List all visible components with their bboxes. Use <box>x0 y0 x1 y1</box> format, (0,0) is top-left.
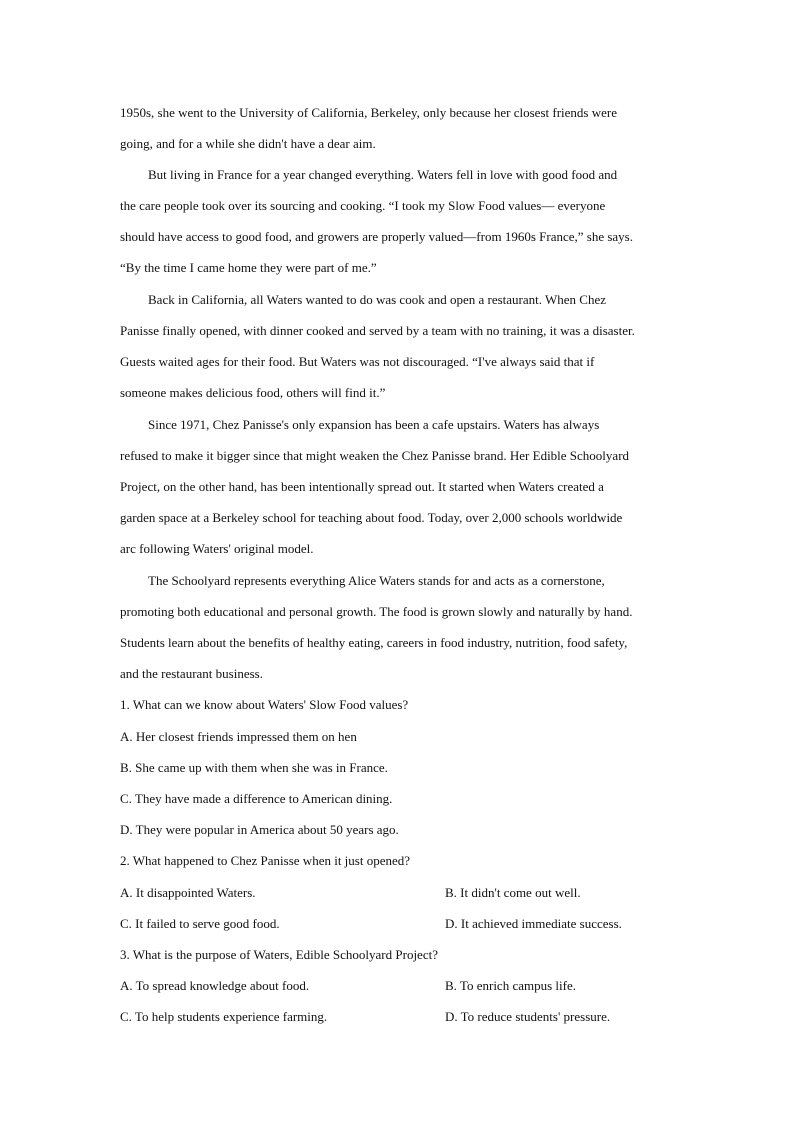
passage-line: Panisse finally opened, with dinner cooked and served by a team with no training, it was a disaster. <box>120 323 635 338</box>
option-d: D. It achieved immediate success. <box>445 916 622 931</box>
passage-line: the care people took over its sourcing and cooking. “I took my Slow Food values— everyone <box>120 198 606 213</box>
option-c: C. It failed to serve good food. <box>120 916 280 931</box>
passage-line: going, and for a while she didn't have a dear aim. <box>120 136 376 151</box>
paragraph-start: Back in California, all Waters wanted to do was cook and open a restaurant. When Chez <box>148 292 607 307</box>
passage-line: someone makes delicious food, others will find it.” <box>120 385 386 400</box>
passage-line: Guests waited ages for their food. But Waters was not discouraged. “I've always said that if <box>120 354 595 369</box>
option-a: A. Her closest friends impressed them on hen <box>120 729 357 744</box>
question-stem: 3. What is the purpose of Waters, Edible Schoolyard Project? <box>120 947 438 962</box>
paragraph-start: Since 1971, Chez Panisse's only expansion has been a cafe upstairs. Waters has always <box>148 417 600 432</box>
passage-line: garden space at a Berkeley school for teaching about food. Today, over 2,000 schools worldwide <box>120 510 623 525</box>
question-stem: 1. What can we know about Waters' Slow Food values? <box>120 697 409 712</box>
passage-line: refused to make it bigger since that might weaken the Chez Panisse brand. Her Edible Schoolyard <box>120 448 630 463</box>
paragraph-start: But living in France for a year changed everything. Waters fell in love with good food and <box>148 167 618 182</box>
option-b: B. To enrich campus life. <box>445 978 576 993</box>
option-a: A. It disappointed Waters. <box>120 885 256 900</box>
passage-line: arc following Waters' original model. <box>120 541 314 556</box>
option-d: D. They were popular in America about 50 years ago. <box>120 822 399 837</box>
option-b: B. She came up with them when she was in France. <box>120 760 388 775</box>
paragraph-start: The Schoolyard represents everything Alice Waters stands for and acts as a cornerstone, <box>148 573 605 588</box>
passage-line: and the restaurant business. <box>120 666 263 681</box>
passage-line: should have access to good food, and growers are properly valued—from 1960s France,” she says. <box>120 229 633 244</box>
option-b: B. It didn't come out well. <box>445 885 581 900</box>
question-stem: 2. What happened to Chez Panisse when it just opened? <box>120 853 411 868</box>
passage-line: “By the time I came home they were part of me.” <box>120 260 377 275</box>
option-c: C. To help students experience farming. <box>120 1009 328 1024</box>
option-d: D. To reduce students' pressure. <box>445 1009 611 1024</box>
option-a: A. To spread knowledge about food. <box>120 978 310 993</box>
passage-line: 1950s, she went to the University of California, Berkeley, only because her closest friends were <box>120 105 617 120</box>
passage-line: Students learn about the benefits of healthy eating, careers in food industry, nutrition, food safety, <box>120 635 628 650</box>
passage-line: Project, on the other hand, has been intentionally spread out. It started when Waters created a <box>120 479 604 494</box>
passage-line: promoting both educational and personal growth. The food is grown slowly and naturally by hand. <box>120 604 633 619</box>
option-c: C. They have made a difference to American dining. <box>120 791 393 806</box>
